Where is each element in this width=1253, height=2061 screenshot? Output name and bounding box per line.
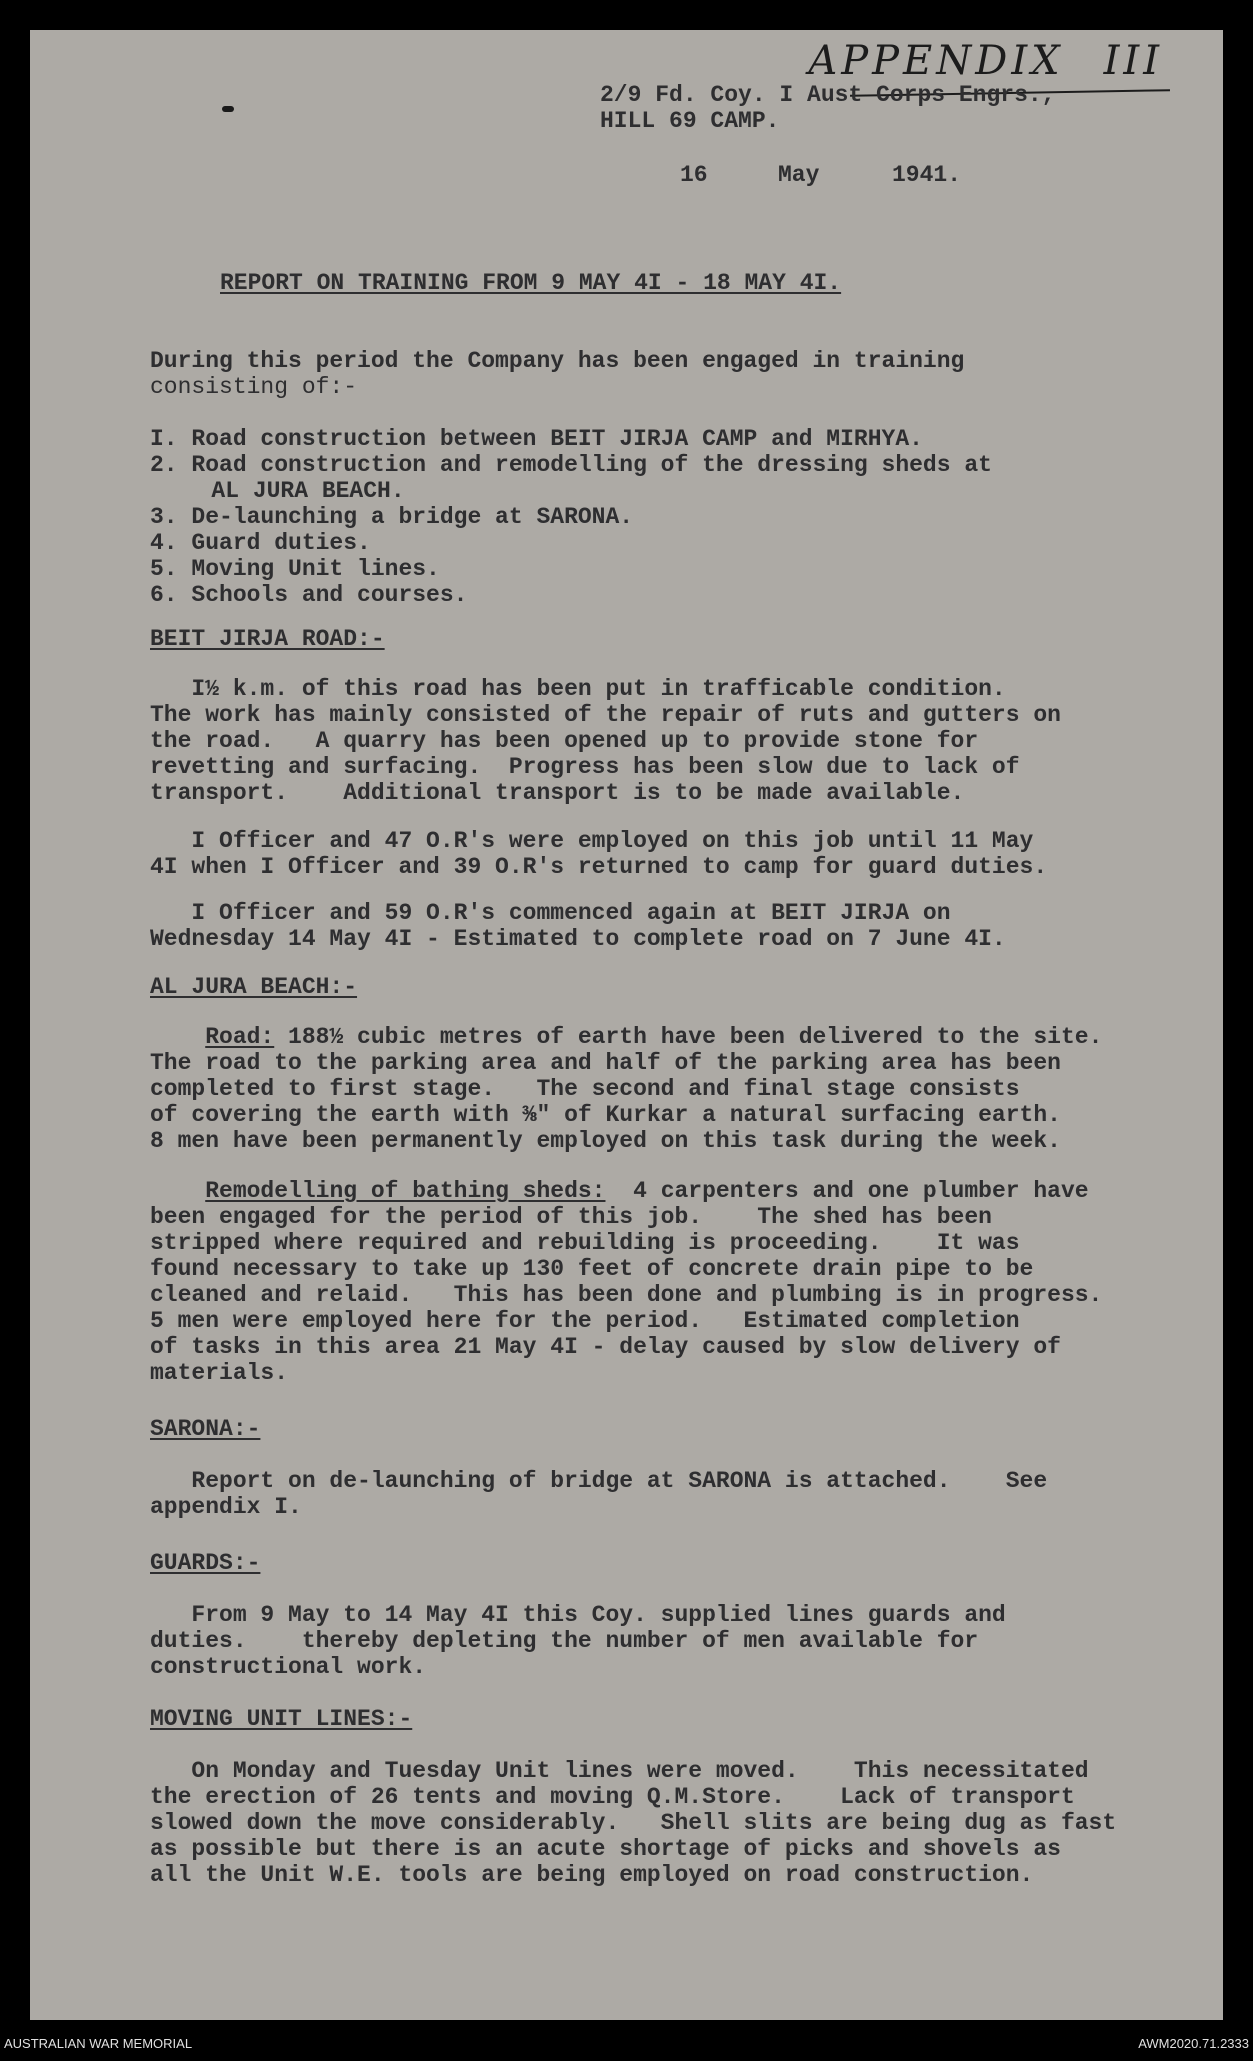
header-unit: 2/9 Fd. Coy. I Aust Corps Engrs., [600,82,1056,108]
paragraph-line: I Officer and 59 O.R's commenced again at BEIT JIRJA on [150,900,951,926]
section-heading-sarona: SARONA:- [150,1416,261,1442]
paragraph-line: been engaged for the period of this job. The shed has been [150,1204,992,1230]
paragraph-line: 4I when I Officer and 39 O.R's returned to camp for guard duties. [150,854,1048,880]
section-heading-al-jura: AL JURA BEACH:- [150,974,358,1000]
list-item: 4. Guard duties. [150,530,371,556]
header-date-year: 1941. [892,162,962,188]
section-heading-moving-unit-lines: MOVING UNIT LINES:- [150,1706,413,1732]
paragraph-line: I½ k.m. of this road has been put in trafficable condition. [150,676,1006,702]
list-item: 5. Moving Unit lines. [150,556,440,582]
paragraph-line: found necessary to take up 130 feet of concrete drain pipe to be [150,1256,1034,1282]
paragraph-line: cleaned and relaid. This has been done and plumbing is in progress. [150,1282,1103,1308]
road-paragraph-first-line [150,1024,1102,1050]
paragraph-line: On Monday and Tuesday Unit lines were moved. This necessitated [150,1758,1089,1784]
paragraph-line: appendix I. [150,1494,302,1520]
report-title: REPORT ON TRAINING FROM 9 MAY 4I - 18 MAY 4I. [220,270,842,296]
paragraph-line: stripped where required and rebuilding is proceeding. It was [150,1230,1020,1256]
section-heading-guards: GUARDS:- [150,1550,261,1576]
list-item: 3. De-launching a bridge at SARONA. [150,504,634,530]
paragraph-line: 5 men were employed here for the period. Estimated completion [150,1308,1020,1334]
paragraph-line: as possible but there is an acute shortage of picks and shovels as [150,1836,1061,1862]
paragraph-line: From 9 May to 14 May 4I this Coy. supplied lines guards and [150,1602,1006,1628]
annotation-text: APPENDIX [808,38,1064,84]
paragraph-line: materials. [150,1360,289,1386]
paragraph-line: the erection of 26 tents and moving Q.M.Store. Lack of transport [150,1784,1075,1810]
remodelling-text: 4 carpenters and one plumber have [605,1178,1089,1204]
paragraph-line: The road to the parking area and half of the parking area has been [150,1050,1061,1076]
list-item: 6. Schools and courses. [150,582,468,608]
paragraph-line: The work has mainly consisted of the repair of ruts and gutters on [150,702,1061,728]
paragraph-line: of tasks in this area 21 May 4I - delay caused by slow delivery of [150,1334,1061,1360]
paragraph-line: all the Unit W.E. tools are being employed on road construction. [150,1862,1034,1888]
paragraph-line: revetting and surfacing. Progress has been slow due to lack of [150,754,1020,780]
header-date-day: 16 [680,162,708,188]
road-label: Road: [205,1024,275,1050]
paragraph-line: I Officer and 47 O.R's were employed on this job until 11 May [150,828,1034,854]
footer-archive-label: AUSTRALIAN WAR MEMORIAL [4,2036,193,2051]
paragraph-line: slowed down the move considerably. Shell slits are being dug as fast [150,1810,1117,1836]
paragraph-line: constructional work. [150,1654,427,1680]
pen-mark [222,106,234,112]
paragraph-line: duties. thereby depleting the number of men available for [150,1628,979,1654]
document-page [30,30,1223,2020]
paragraph-line: of covering the earth with ⅜" of Kurkar a natural surfacing earth. [150,1102,1061,1128]
list-item: AL JURA BEACH. [170,478,405,504]
intro-line-1: During this period the Company has been engaged in training [150,348,965,374]
paragraph-line: the road. A quarry has been opened up to provide stone for [150,728,979,754]
section-heading-beit-jirja: BEIT JIRJA ROAD:- [150,626,385,652]
paragraph-line: Report on de-launching of bridge at SARONA is attached. See [150,1468,1048,1494]
paragraph-line: completed to first stage. The second and final stage consists [150,1076,1020,1102]
intro-line-2: consisting of:- [150,374,358,400]
list-item: 2. Road construction and remodelling of the dressing sheds at [150,452,992,478]
header-date-month: May [778,162,820,188]
remodelling-paragraph-first-line [150,1178,1089,1204]
annotation-numeral: III [1103,38,1163,84]
header-camp: HILL 69 CAMP. [600,108,780,134]
paragraph-line: 8 men have been permanently employed on this task during the week. [150,1128,1061,1154]
paragraph-line: transport. Additional transport is to be made available. [150,780,965,806]
handwritten-annotation [808,38,1163,84]
footer-catalog-id: AWM2020.71.2333 [1138,2036,1249,2051]
list-item: I. Road construction between BEIT JIRJA CAMP and MIRHYA. [150,426,923,452]
paragraph-line: Wednesday 14 May 4I - Estimated to complete road on 7 June 4I. [150,926,1006,952]
remodelling-label: Remodelling of bathing sheds: [205,1178,606,1204]
road-text: 188½ cubic metres of earth have been delivered to the site. [274,1024,1103,1050]
